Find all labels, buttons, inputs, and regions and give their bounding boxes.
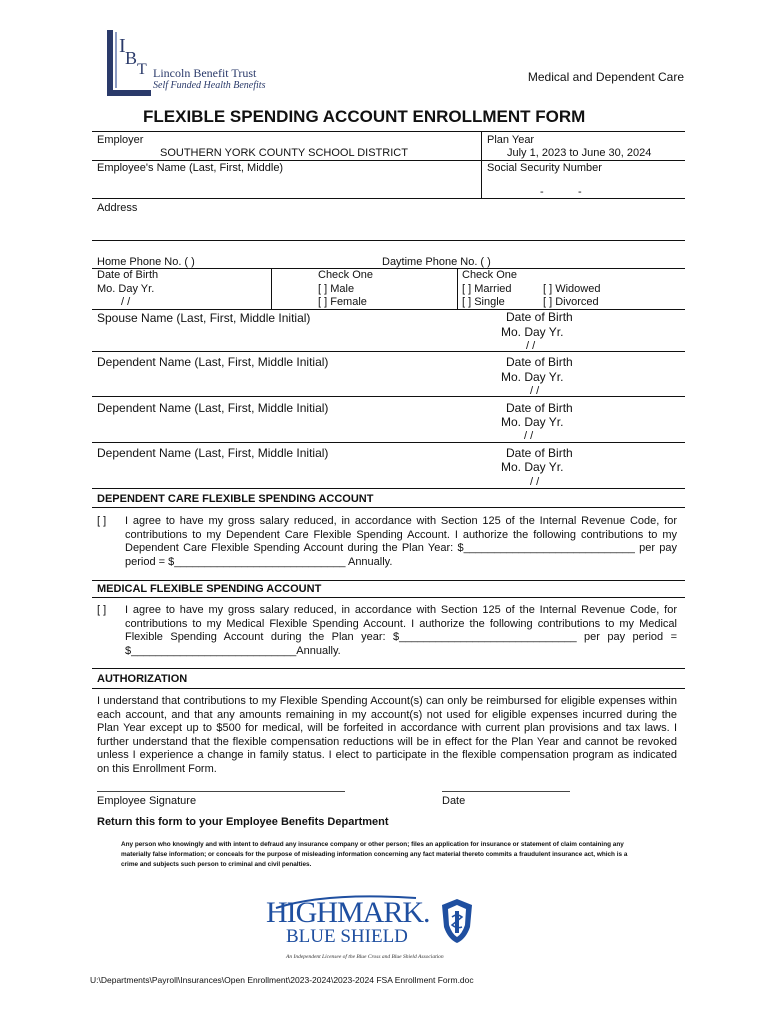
lbt-logo-mark — [107, 30, 153, 96]
dependent-3-name-label: Dependent Name (Last, First, Middle Initial) — [97, 446, 329, 460]
medical-text: I agree to have my gross salary reduced, in accordance with Section 125 of the Internal Revenue Code, for contributions to my Medical Flexible Spending Account. I authorize the following contributions to my Medical Flexible Spending Account during the Plan year: $_____________________________ per pay period = $___________________________Annually. — [125, 604, 677, 657]
authorization-text: I understand that contributions to my Flexible Spending Account(s) can only be reimbursed for eligible expenses within each account, and that any amounts remaining in my account(s) not used for eligible expenses incurred during the Plan Year except up to $500 for medical, will be forfeited in accordance with current plan provisions and tax laws. I further understand that the flexible compensation reductions will be in effect for the Plan Year and cannot be revoked unless I experience a change in family status. I elect to participate in the flexible compensation program as indicated on this Enrollment Form. — [97, 695, 677, 775]
signature-line[interactable] — [97, 791, 345, 792]
spouse-dob-mdy: Mo. Day Yr. — [501, 325, 564, 339]
svg-text:B: B — [125, 48, 138, 68]
highmark-license: An Independent Licensee of the Blue Cross and Blue Shield Association — [286, 954, 444, 960]
form-title: FLEXIBLE SPENDING ACCOUNT ENROLLMENT FORM — [143, 107, 586, 126]
address-label: Address — [97, 202, 138, 214]
plan-year-label: Plan Year — [487, 134, 535, 146]
blue-shield-icon — [440, 897, 474, 945]
marital-label: Check One — [462, 269, 518, 281]
ssn-label: Social Security Number — [487, 162, 602, 174]
dependent-care-text: I agree to have my gross salary reduced, in accordance with Section 125 of the Internal Revenue Code, for contributions to my Dependent Care Flexible Spending Account. I authorize the following contributions to my Dependent Care Flexible Spending Account during the Plan Year: $____________________________ per pay period = $____________________________ Annually. — [125, 515, 677, 568]
dependent-3-dob-label: Date of Birth — [506, 446, 573, 460]
daytime-phone-label: Daytime Phone No. ( ) — [382, 256, 491, 268]
return-note: Return this form to your Employee Benefits Department — [97, 816, 389, 828]
ssn-separator-1: - — [540, 186, 544, 198]
female-checkbox[interactable]: [ ] Female — [318, 296, 367, 308]
logo-name: Lincoln Benefit Trust — [153, 66, 257, 80]
spouse-name-label: Spouse Name (Last, First, Middle Initial) — [97, 311, 311, 325]
dependent-2-dob-mdy: Mo. Day Yr. — [501, 415, 564, 429]
dependent-2-name-label: Dependent Name (Last, First, Middle Initial) — [97, 401, 329, 415]
home-phone-label: Home Phone No. ( ) — [97, 256, 195, 268]
gender-label: Check One — [318, 269, 374, 281]
highmark-subbrand: BLUE SHIELD — [286, 926, 408, 947]
svg-text:T: T — [137, 61, 147, 78]
logo-tagline: Self Funded Health Benefits — [153, 80, 266, 91]
highmark-wordmark: HIGHMARK. — [266, 896, 430, 929]
medical-heading: MEDICAL FLEXIBLE SPENDING ACCOUNT — [97, 583, 322, 595]
dependent-1-dob-label: Date of Birth — [506, 355, 573, 369]
widowed-checkbox[interactable]: [ ] Widowed — [543, 283, 601, 295]
dependent-1-dob-slashes[interactable]: / / — [530, 385, 540, 397]
authorization-heading: AUTHORIZATION — [97, 673, 188, 685]
date-label: Date — [442, 795, 466, 807]
form-subtitle: Medical and Dependent Care — [527, 70, 684, 84]
svg-text:I: I — [119, 35, 126, 57]
medical-checkbox[interactable]: [ ] — [97, 604, 107, 616]
ssn-separator-2: - — [578, 186, 582, 198]
dependent-care-heading: DEPENDENT CARE FLEXIBLE SPENDING ACCOUNT — [97, 493, 374, 505]
single-checkbox[interactable]: [ ] Single — [462, 296, 505, 308]
dependent-3-dob-slashes[interactable]: / / — [530, 476, 540, 488]
dependent-care-checkbox[interactable]: [ ] — [97, 515, 107, 527]
footer-file-path: U:\Departments\Payroll\Insurances\Open Enrollment\2023-2024\2023-2024 FSA Enrollment Form.doc — [90, 975, 474, 985]
date-line[interactable] — [442, 791, 570, 792]
married-checkbox[interactable]: [ ] Married — [462, 283, 512, 295]
male-checkbox[interactable]: [ ] Male — [318, 283, 355, 295]
employee-dob-slashes[interactable]: / / — [121, 296, 131, 308]
dependent-1-dob-mdy: Mo. Day Yr. — [501, 370, 564, 384]
dependent-2-dob-label: Date of Birth — [506, 401, 573, 415]
divorced-checkbox[interactable]: [ ] Divorced — [543, 296, 599, 308]
employer-label: Employer — [97, 134, 144, 146]
employee-dob-label: Date of Birth — [97, 269, 159, 281]
employee-dob-mdy: Mo. Day Yr. — [97, 283, 155, 295]
employer-value[interactable]: SOUTHERN YORK COUNTY SCHOOL DISTRICT — [160, 147, 408, 159]
dependent-2-dob-slashes[interactable]: / / — [524, 430, 534, 442]
employee-name-label: Employee's Name (Last, First, Middle) — [97, 162, 284, 174]
spouse-dob-slashes[interactable]: / / — [526, 340, 536, 352]
fraud-notice: Any person who knowingly and with intent to defraud any insurance company or other person; files an application for insurance or statement of claim containing any materially false information; or conceals for the purpose of misleading information concerning any fact material thereto commits a fraudulent insurance act, which is a crime and subjects such person to criminal and civil penalties. — [121, 841, 628, 868]
dependent-1-name-label: Dependent Name (Last, First, Middle Initial) — [97, 355, 329, 369]
spouse-dob-label: Date of Birth — [506, 310, 573, 324]
address-field-line[interactable] — [92, 240, 685, 241]
plan-year-value[interactable]: July 1, 2023 to June 30, 2024 — [507, 147, 652, 159]
dependent-3-dob-mdy: Mo. Day Yr. — [501, 460, 564, 474]
signature-label: Employee Signature — [97, 795, 197, 807]
